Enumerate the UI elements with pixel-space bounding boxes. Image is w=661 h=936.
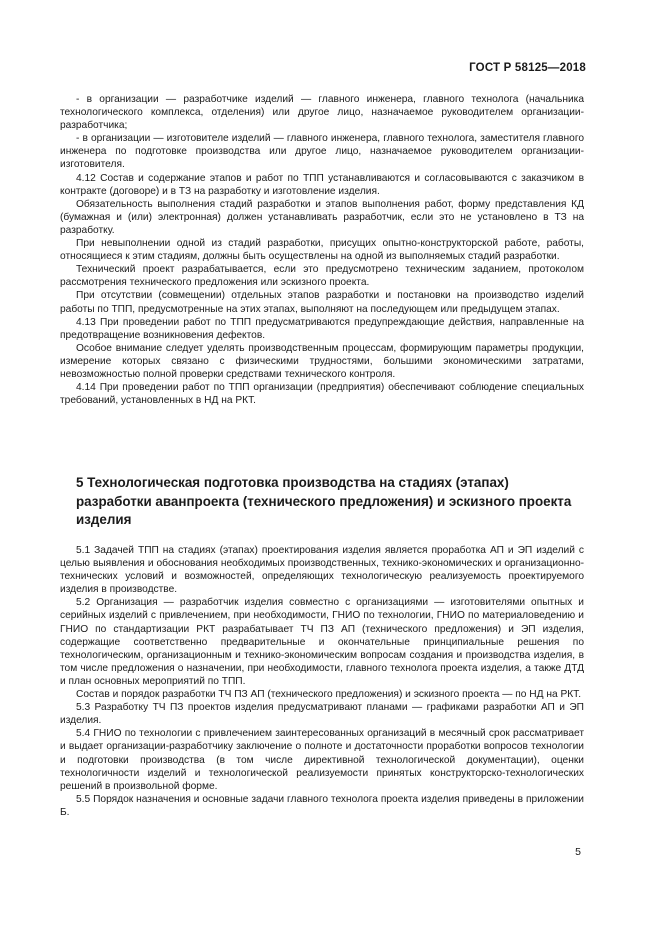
section-heading-line: 5 Технологическая подготовка производства на стадиях (этапах) [76, 475, 509, 490]
section-heading-line: разработки аванпроекта (технического предложения) и эскизного проекта [76, 493, 572, 509]
paragraph: 5.5 Порядок назначения и основные задачи главного технолога проекта изделия приведены в приложении Б. [60, 793, 584, 818]
paragraph: - в организации — разработчике изделий — главного инженера, главного технолога (начальника технологического комплекса, отделения) или другое лицо, назначаемое руководителем организации-разработчика; [60, 94, 584, 132]
paragraph: 5.3 Разработку ТЧ ПЗ проектов изделия предусматривают планами — графиками разработки АП и ЭП изделия. [60, 702, 584, 727]
paragraph: 4.13 При проведении работ по ТПП предусматриваются предупреждающие действия, направленные на предотвращение возникновения дефектов. [60, 316, 584, 341]
paragraph: 5.4 ГНИО по технологии с привлечением заинтересованных организаций в месячный срок рассматривает и выдает организации-разработчику заключение о полноте и достаточности проработки вопросов технологии и подготовки производства (в том числе директивной технологической документации), оценки технологичности изделий и технологической реализуемости принятых конструкторско-технологических решений в произвольной форме. [60, 728, 584, 792]
text-block-clause-4 [60, 93, 584, 407]
paragraph: 4.14 При проведении работ по ТПП организации (предприятия) обеспечивают соблюдение специальных требований, установленных в НД на РКТ. [60, 382, 584, 407]
standard-header: ГОСТ Р 58125—2018 [469, 62, 586, 74]
paragraph: Обязательность выполнения стадий разработки и этапов выполнения работ, форму представления КД (бумажная и (или) электронная) должен устанавливать разработчик, если это не установлено в ТЗ на разработку. [60, 198, 584, 236]
paragraph: Технический проект разрабатывается, если это предусмотрено техническим заданием, протоколом рассмотрения технического предложения или эскизного проекта. [60, 264, 584, 289]
text-block-clause-5 [60, 544, 584, 819]
paragraph: 4.12 Состав и содержание этапов и работ по ТПП устанавливаются и согласовываются с заказчиком в контракте (договоре) и в ТЗ на разработку и изготовление изделия. [60, 172, 584, 197]
paragraph: При отсутствии (совмещении) отдельных этапов разработки и постановки на производство изделий работы по ТПП, предусмотренные на этих этапах, выполняют на последующем или предыдущем этапах. [60, 290, 584, 315]
page-number: 5 [575, 846, 581, 858]
paragraph: 5.1 Задачей ТПП на стадиях (этапах) проектирования изделия является проработка АП и ЭП изделий с целью выявления и обоснования необходимых производственных, технико-экономических и организационно-технических условий и возможностей, определяющих технологическую реализуемость проектируемого изделия в производстве. [60, 545, 584, 596]
section-heading-line: изделия [76, 512, 132, 527]
paragraph: Особое внимание следует уделять производственным процессам, формирующим параметры продукции, измерение которых связано с физическими трудностями, большими экономическими затратами, невозможностью полной проверки средствами технического контроля. [60, 342, 584, 380]
paragraph: 5.2 Организация — разработчик изделия совместно с организациями — изготовителями опытных и серийных изделий с привлечением, при необходимости, ГНИО по технологии, ГНИО по материаловедению и ГНИО по стандартизации РКТ разрабатывает ТЧ ПЗ АП (технического предложения) и ЭП изделия, содержащие соответственно предварительные и окончательные принципиальные решения по технологическим, организационным и технико-экономическим вопросам создания и производства изделия, в том числе предложения о назначении, при необходимости, главного технолога проекта изделия, а также ДТД и план основных мероприятий по ТПП. [60, 597, 584, 687]
paragraph: - в организации — изготовителе изделий — главного инженера, главного технолога, заместителя главного инженера по подготовке производства или другое лицо, назначаемое руководителем организации-изготовителя. [60, 133, 584, 171]
paragraph: При невыполнении одной из стадий разработки, присущих опытно-конструкторской работе, работы, относящиеся к этим стадиям, должны быть осуществлены на одной из выполняемых стадий разработки. [60, 238, 584, 263]
paragraph: Состав и порядок разработки ТЧ ПЗ АП (технического предложения) и эскизного проекта — по НД на РКТ. [76, 689, 582, 701]
section-heading [76, 474, 576, 530]
